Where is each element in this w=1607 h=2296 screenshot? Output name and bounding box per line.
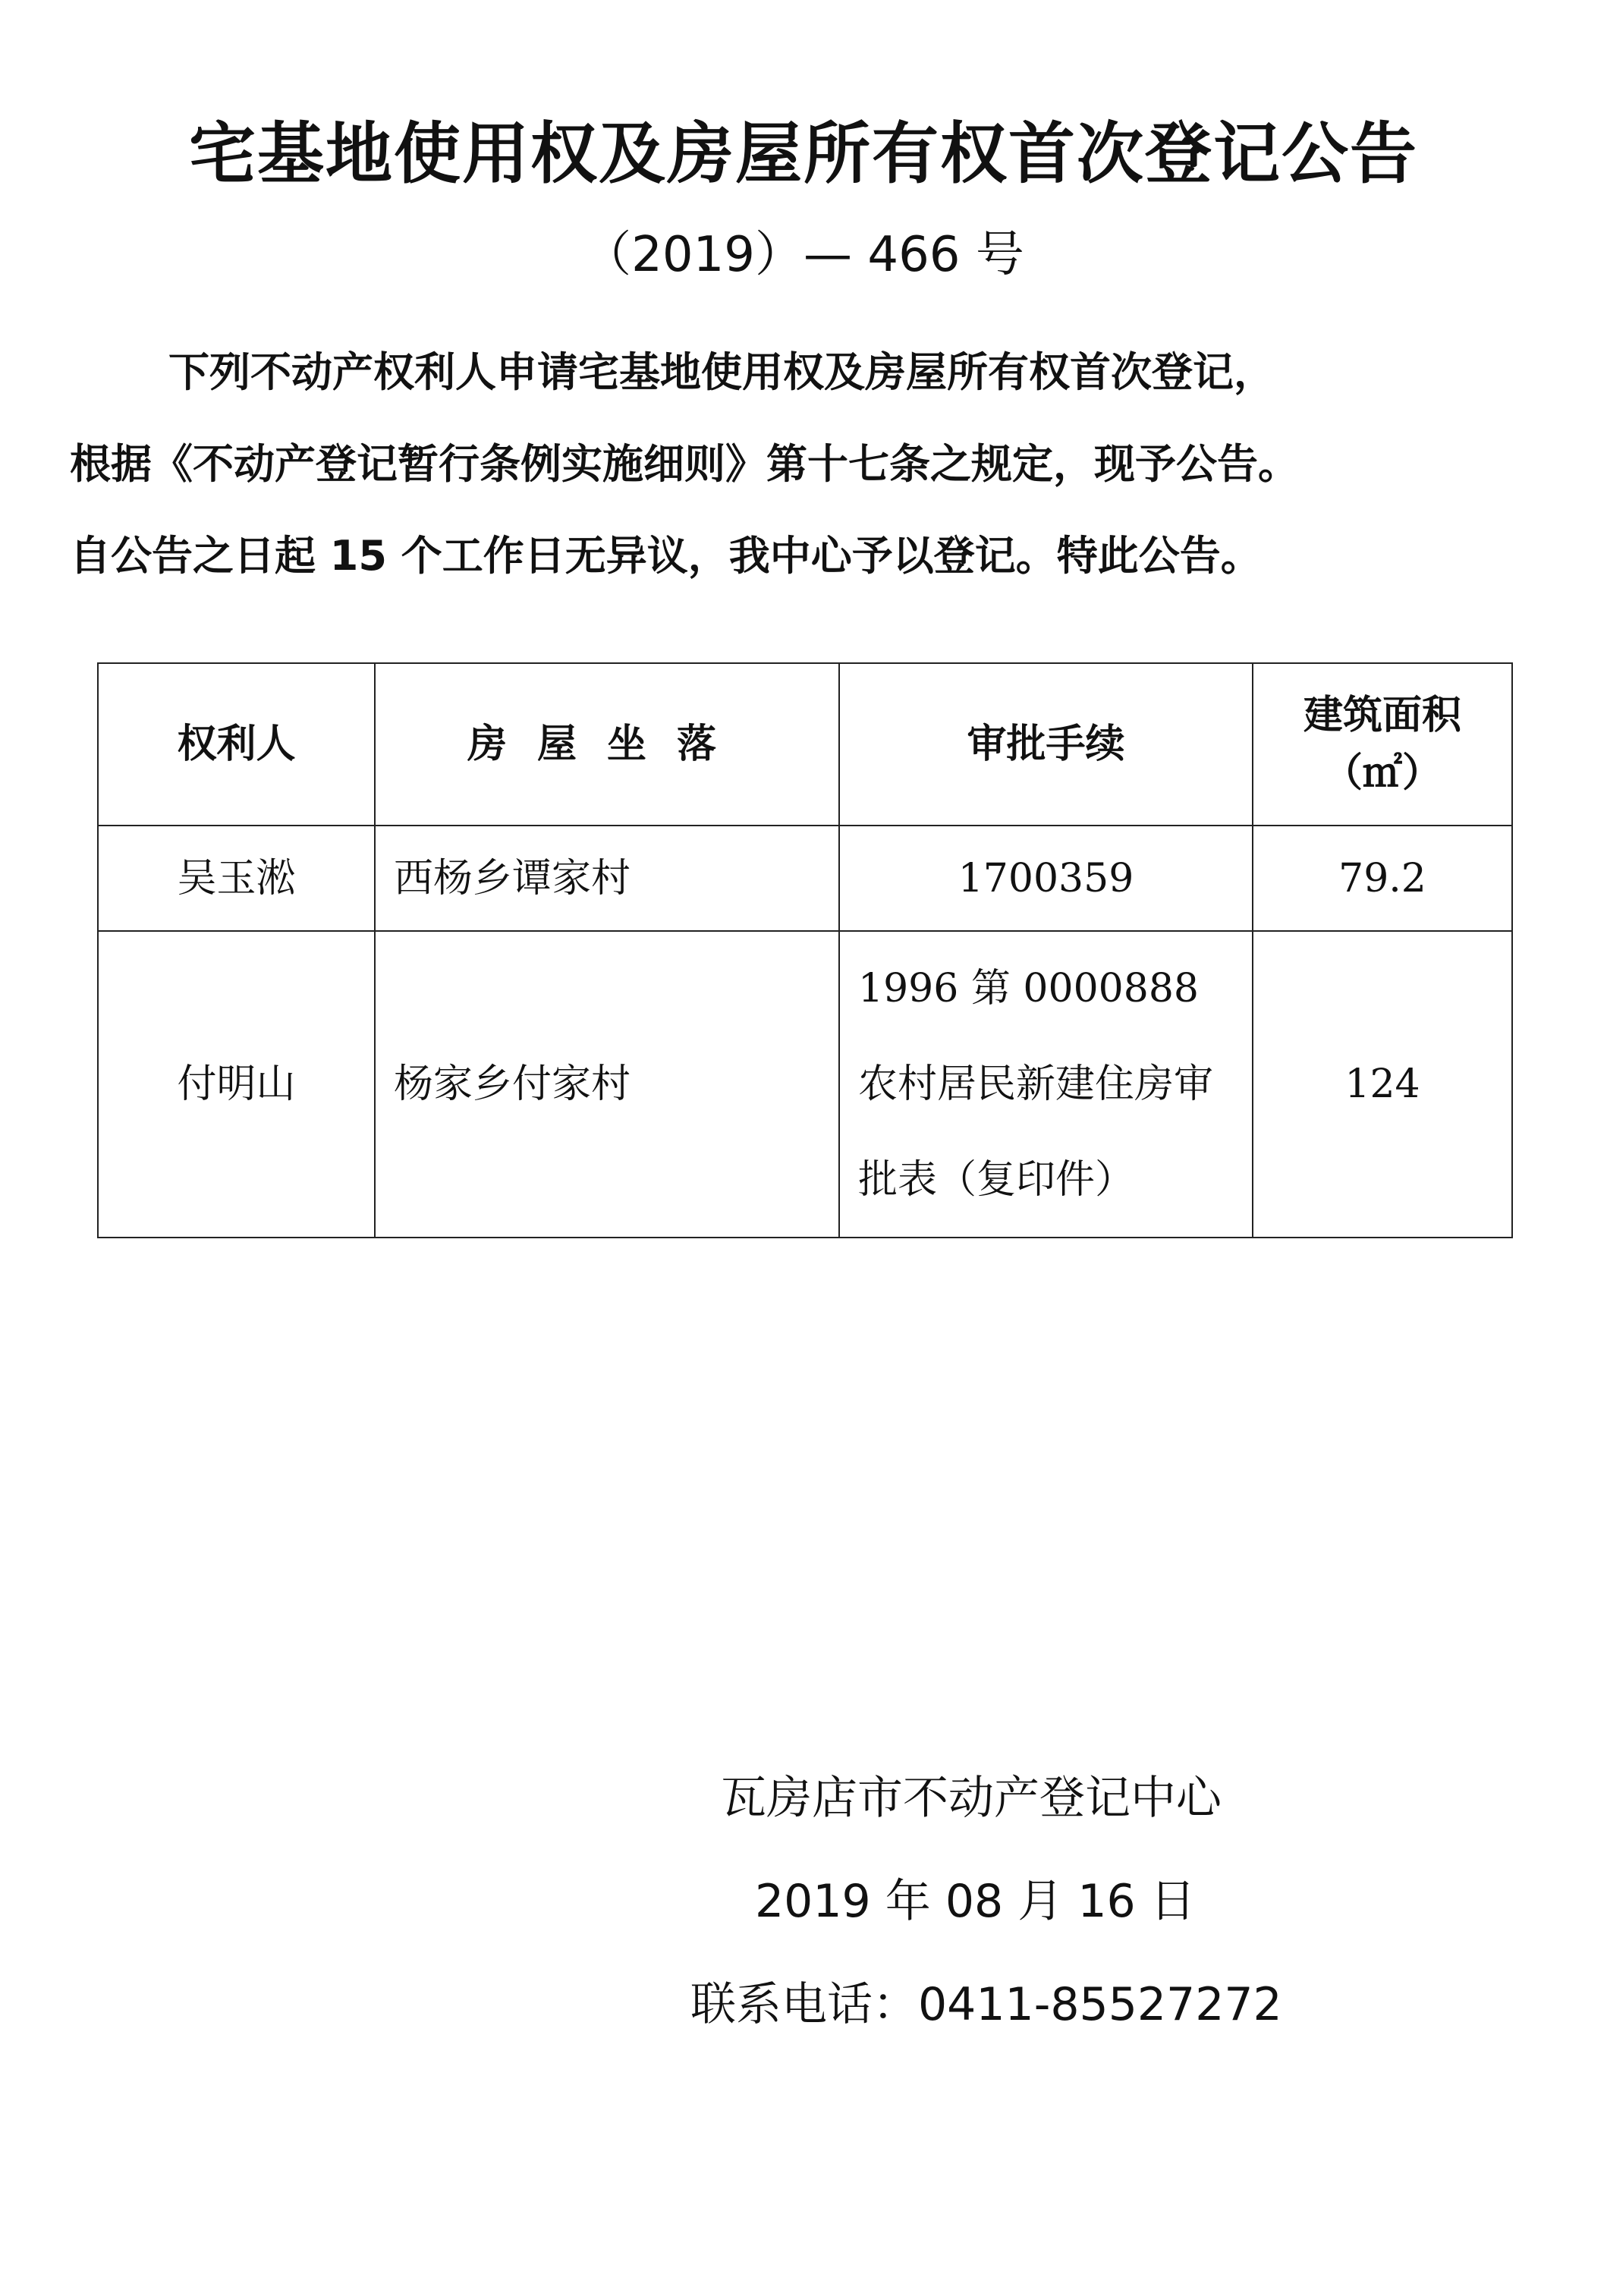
table-header-row — [98, 663, 1512, 826]
contact-phone: 联系电话：0411-85527272 — [690, 1978, 1282, 2031]
registration-table — [97, 662, 1513, 1238]
header-location-label: 房屋坐落 — [467, 722, 747, 767]
intro-line: 根据《不动产登记暂行条例实施细则》第十七条之规定，现予公告。 — [70, 440, 1299, 488]
header-location — [375, 663, 839, 826]
cell-approval: 1700359 — [839, 826, 1253, 931]
cell-holder: 付明山 — [98, 931, 375, 1238]
cell-area: 79.2 — [1253, 826, 1512, 931]
cell-area: 124 — [1253, 931, 1512, 1238]
header-area-line1: 建筑面积 — [1303, 693, 1461, 738]
cell-approval: 1996 第 0000888 农村居民新建住房审批表（复印件） — [839, 931, 1253, 1238]
table-row — [98, 826, 1512, 931]
header-approval: 审批手续 — [839, 663, 1253, 826]
intro-line: 自公告之日起 15 个工作日无异议，我中心予以登记。特此公告。 — [70, 532, 1262, 580]
cell-location: 西杨乡谭家村 — [375, 826, 839, 931]
cell-location: 杨家乡付家村 — [375, 931, 839, 1238]
table-row — [98, 931, 1512, 1238]
cell-holder: 吴玉淞 — [98, 826, 375, 931]
header-holder: 权利人 — [98, 663, 375, 826]
issuing-organization: 瓦房店市不动产登记中心 — [721, 1772, 1222, 1825]
header-area — [1253, 663, 1512, 826]
announcement-intro — [70, 326, 1549, 602]
intro-line: 下列不动产权利人申请宅基地使用权及房屋所有权首次登记， — [168, 348, 1275, 396]
document-number: （2019）— 466 号 — [583, 227, 1024, 283]
issue-date: 2019 年 08 月 16 日 — [755, 1875, 1196, 1928]
page-title: 宅基地使用权及房屋所有权首次登记公告 — [188, 115, 1418, 193]
header-area-line2: （㎡） — [1322, 750, 1442, 796]
